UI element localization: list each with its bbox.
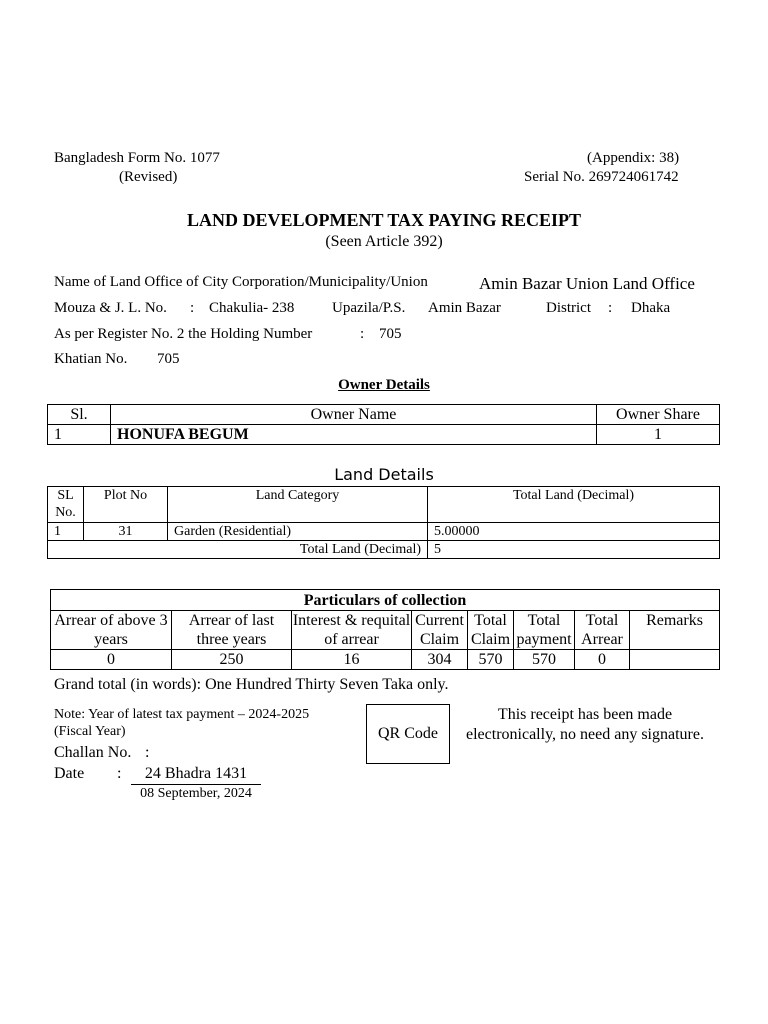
- owner-sl: 1: [48, 425, 111, 445]
- appendix-number: (Appendix: 38): [587, 150, 680, 166]
- collection-heading-row: [51, 590, 720, 611]
- owner-share: 1: [597, 425, 720, 445]
- land-table: [47, 486, 720, 559]
- total-payment-value: 570: [514, 650, 575, 670]
- date-bangla: 24 Bhadra 1431: [144, 765, 248, 782]
- total-claim-value: 570: [468, 650, 514, 670]
- khatian-value: 705: [157, 351, 180, 367]
- interest-header: Interest & requital of arrear: [292, 612, 411, 648]
- land-sl: 1: [48, 523, 84, 541]
- upazila-value: Amin Bazar: [428, 300, 501, 316]
- khatian-label: Khatian No.: [54, 351, 128, 367]
- current-claim-header: Current Claim: [412, 611, 468, 650]
- total-arrear-value: 0: [575, 650, 630, 670]
- land-total-label: Total Land (Decimal): [48, 541, 428, 559]
- date-english: 08 September, 2024: [140, 786, 252, 801]
- electronic-note-line-2: electronically, no need any signature.: [466, 726, 704, 743]
- mouza-label: Mouza & J. L. No.: [54, 300, 167, 316]
- date-colon: :: [117, 765, 122, 782]
- arrear-last-header: Arrear of last three years: [172, 611, 292, 650]
- note-line-2: (Fiscal Year): [54, 724, 126, 739]
- owner-sl-header: Sl.: [48, 405, 111, 425]
- collection-header-row: [51, 611, 720, 650]
- holding-colon: :: [360, 326, 365, 342]
- collection-heading: Particulars of collection: [51, 590, 720, 611]
- form-number: Bangladesh Form No. 1077: [54, 150, 220, 166]
- land-sl-header: SL No.: [48, 487, 84, 523]
- table-row: [48, 425, 720, 445]
- owner-name-header: Owner Name: [111, 405, 597, 425]
- holding-value: 705: [379, 326, 402, 342]
- grand-total: Grand total (in words): One Hundred Thirty Seven Taka only.: [54, 676, 449, 693]
- land-office-label: Name of Land Office of City Corporation/Municipality/Union: [54, 274, 428, 290]
- owner-details-heading: Owner Details: [338, 377, 430, 393]
- serial-number: Serial No. 269724061742: [524, 169, 679, 185]
- owner-share-header: Owner Share: [597, 405, 720, 425]
- holding-label: As per Register No. 2 the Holding Number: [54, 326, 313, 342]
- upazila-label: Upazila/P.S.: [332, 300, 406, 316]
- district-value: Dhaka: [631, 300, 671, 316]
- owner-table-header: [48, 405, 720, 425]
- land-category: Garden (Residential): [168, 523, 428, 541]
- land-plot: 31: [84, 523, 168, 541]
- remarks-value: [630, 650, 720, 670]
- land-total-row: [48, 541, 720, 559]
- qr-code-placeholder: QR Code: [366, 704, 450, 764]
- current-claim-value: 304: [412, 650, 468, 670]
- total-payment-header: Total payment: [514, 611, 575, 650]
- total-arrear-header: Total Arrear: [575, 611, 630, 650]
- land-total: 5.00000: [428, 523, 720, 541]
- land-table-header: [48, 487, 720, 523]
- date-label: Date: [54, 765, 85, 782]
- challan-label: Challan No.: [54, 744, 132, 761]
- total-claim-header: Total Claim: [468, 611, 514, 650]
- remarks-header: Remarks: [630, 611, 720, 650]
- table-row: [51, 650, 720, 670]
- date-divider: [131, 784, 261, 785]
- mouza-colon: :: [190, 300, 195, 316]
- land-total-value: 5: [428, 541, 720, 559]
- district-colon: :: [608, 300, 613, 316]
- owner-table: [47, 404, 720, 445]
- owner-name: HONUFA BEGUM: [111, 425, 597, 445]
- arrear-above-value: 0: [51, 650, 172, 670]
- form-revised: (Revised): [119, 169, 178, 185]
- receipt-subtitle: (Seen Article 392): [325, 233, 443, 250]
- arrear-last-value: 250: [172, 650, 292, 670]
- land-office-value: Amin Bazar Union Land Office: [479, 274, 695, 293]
- land-total-header: Total Land (Decimal): [428, 487, 720, 523]
- arrear-above-header: Arrear of above 3 years: [51, 611, 172, 650]
- land-plot-header: Plot No: [84, 487, 168, 523]
- challan-colon: :: [145, 744, 150, 761]
- district-label: District: [546, 300, 591, 316]
- land-category-header: Land Category: [168, 487, 428, 523]
- receipt-title: LAND DEVELOPMENT TAX PAYING RECEIPT: [186, 210, 582, 230]
- electronic-note-line-1: This receipt has been made: [497, 706, 673, 723]
- table-row: [48, 523, 720, 541]
- collection-table: [50, 589, 720, 670]
- land-details-heading: Land Details: [334, 465, 434, 484]
- interest-value: 16: [292, 650, 412, 670]
- mouza-value: Chakulia- 238: [209, 300, 295, 316]
- note-line-1: Note: Year of latest tax payment – 2024-2025: [54, 707, 310, 722]
